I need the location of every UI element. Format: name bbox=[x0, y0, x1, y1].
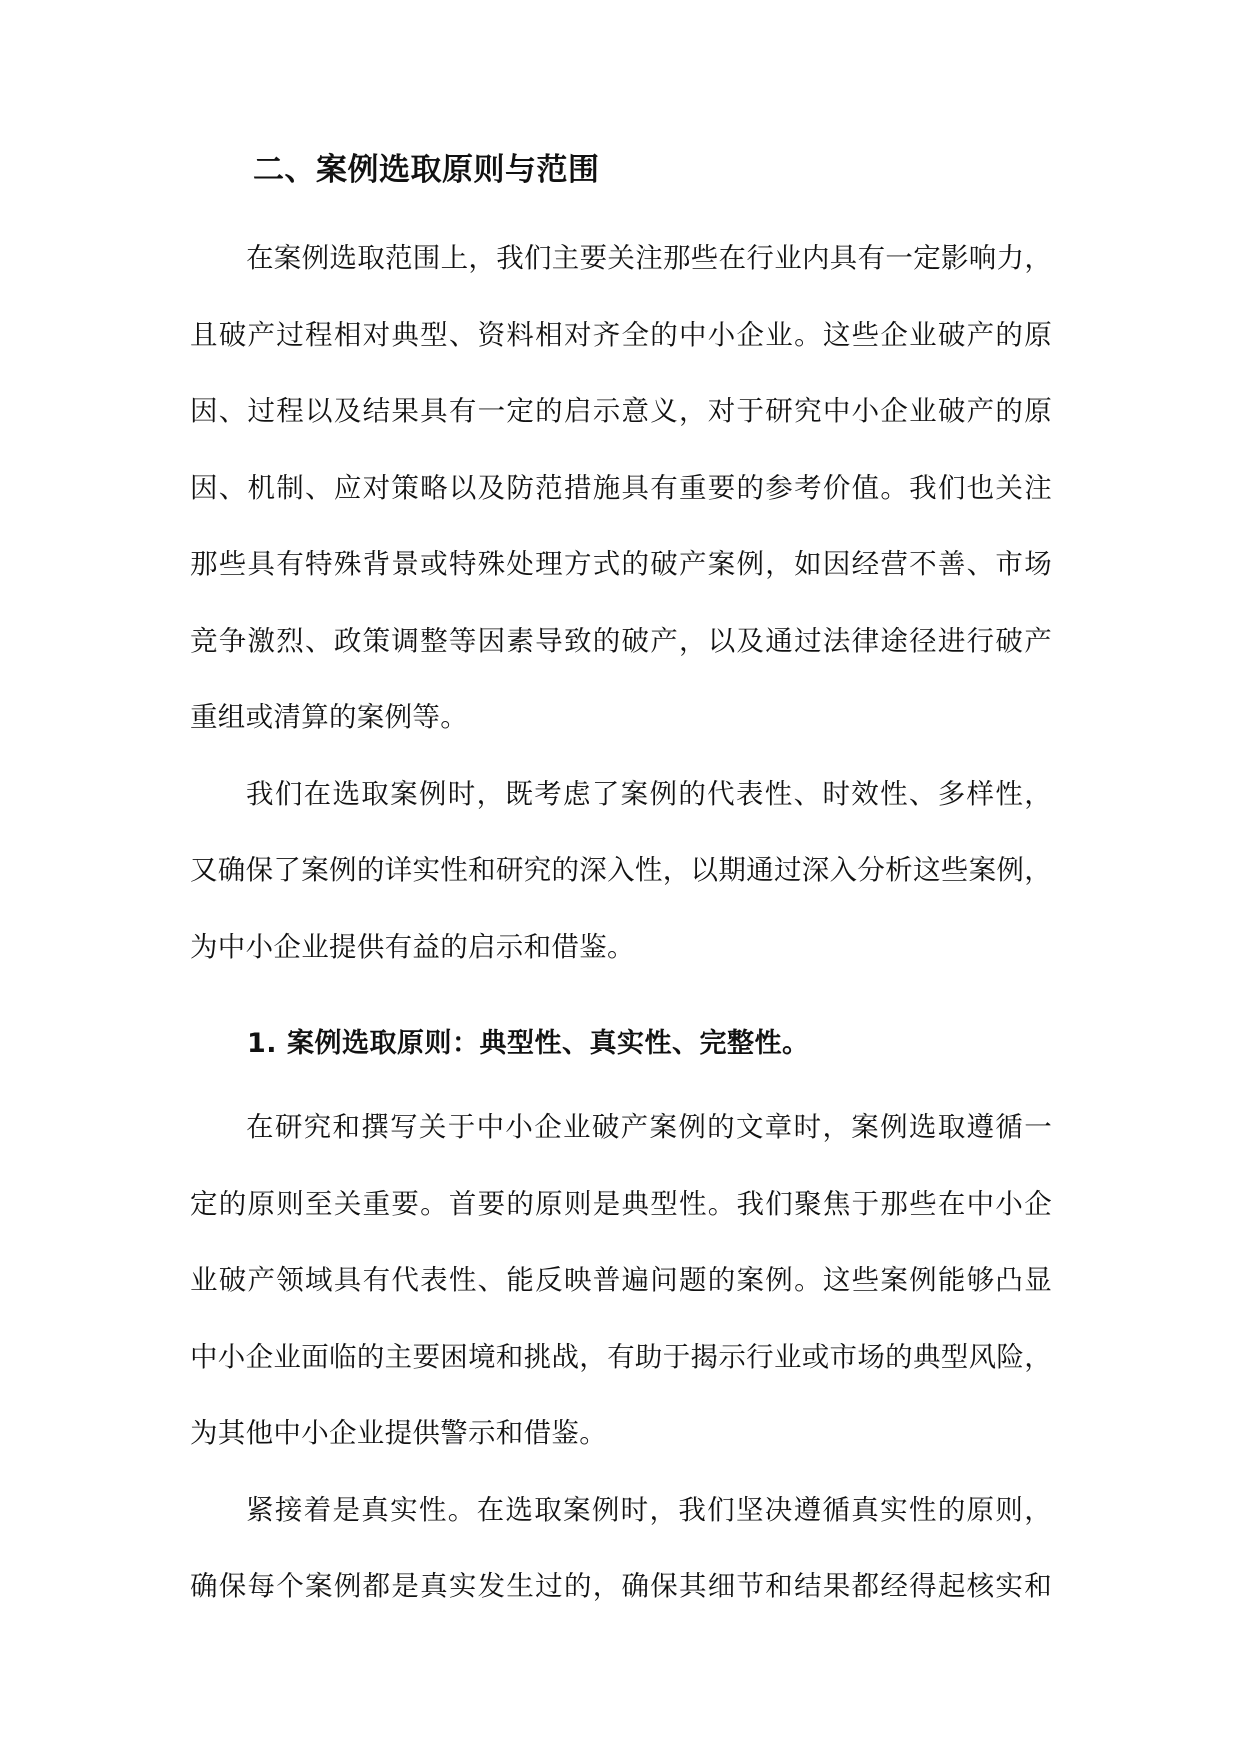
paragraph-line: 我们在选取案例时，既考虑了案例的代表性、时效性、多样性， bbox=[246, 778, 1052, 810]
paragraph-line: 那些具有特殊背景或特殊处理方式的破产案例，如因经营不善、市场 bbox=[190, 548, 1052, 580]
paragraph-line: 中小企业面临的主要困境和挑战，有助于揭示行业或市场的典型风险， bbox=[190, 1341, 1052, 1373]
paragraph-line: 因、过程以及结果具有一定的启示意义，对于研究中小企业破产的原 bbox=[190, 395, 1052, 427]
paragraph-line: 又确保了案例的详实性和研究的深入性，以期通过深入分析这些案例， bbox=[190, 854, 1052, 886]
paragraph-line: 因、机制、应对策略以及防范措施具有重要的参考价值。我们也关注 bbox=[190, 472, 1052, 504]
paragraph-line: 且破产过程相对典型、资料相对齐全的中小企业。这些企业破产的原 bbox=[190, 319, 1052, 351]
paragraph-line: 业破产领域具有代表性、能反映普遍问题的案例。这些案例能够凸显 bbox=[190, 1264, 1052, 1296]
section-title: 二、案例选取原则与范围 bbox=[253, 152, 600, 188]
paragraph-line: 为中小企业提供有益的启示和借鉴。 bbox=[190, 931, 635, 963]
paragraph-line: 在研究和撰写关于中小企业破产案例的文章时，案例选取遵循一 bbox=[246, 1111, 1052, 1143]
paragraph-line: 紧接着是真实性。在选取案例时，我们坚决遵循真实性的原则， bbox=[246, 1494, 1052, 1526]
paragraph-line: 为其他中小企业提供警示和借鉴。 bbox=[190, 1417, 607, 1449]
paragraph-line: 定的原则至关重要。首要的原则是典型性。我们聚焦于那些在中小企 bbox=[190, 1188, 1052, 1220]
paragraph-line: 竞争激烈、政策调整等因素导致的破产，以及通过法律途径进行破产 bbox=[190, 625, 1052, 657]
paragraph-line: 重组或清算的案例等。 bbox=[190, 701, 468, 733]
subsection-title: 1. 案例选取原则：典型性、真实性、完整性。 bbox=[247, 1028, 810, 1059]
paragraph-line: 在案例选取范围上，我们主要关注那些在行业内具有一定影响力， bbox=[246, 242, 1053, 274]
paragraph-line: 确保每个案例都是真实发生过的，确保其细节和结果都经得起核实和 bbox=[190, 1570, 1052, 1602]
